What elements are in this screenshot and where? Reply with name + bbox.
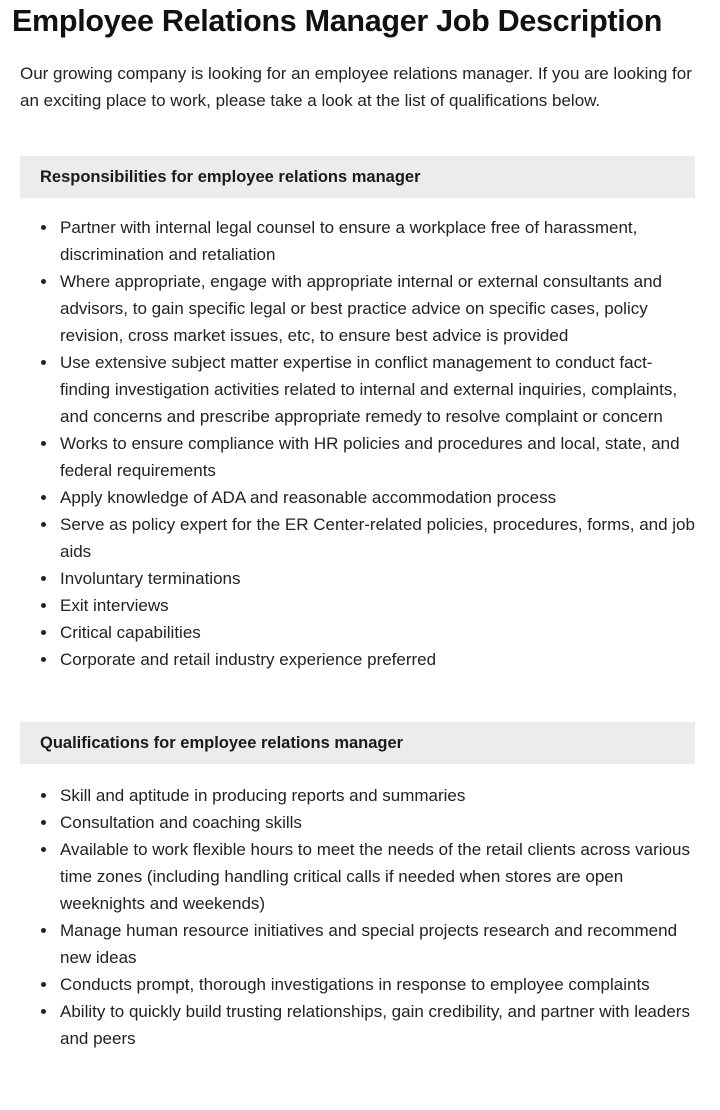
list-item: Serve as policy expert for the ER Center-related policies, procedures, forms, and job aids [20,511,710,565]
bullet-icon [41,1009,46,1014]
list-item: Where appropriate, engage with appropriate internal or external consultants and advisors, to gain specific legal or best practice advice on specific cases, policy revision, cross market issues, etc, to ensure best advice is provided [20,268,710,349]
list-item: Corporate and retail industry experience preferred [20,646,710,673]
list-item: Works to ensure compliance with HR policies and procedures and local, state, and federal requirements [20,430,710,484]
bullet-icon [41,657,46,662]
bullet-icon [41,279,46,284]
list-item: Use extensive subject matter expertise in conflict management to conduct fact-finding investigation activities related to internal and external inquiries, complaints, and concerns and prescribe appropriate remedy to resolve complaint or concern [20,349,710,430]
qualifications-header: Qualifications for employee relations manager [20,722,695,764]
bullet-icon [41,225,46,230]
list-item: Manage human resource initiatives and special projects research and recommend new ideas [20,917,710,971]
list-item: Involuntary terminations [20,565,710,592]
bullet-icon [41,495,46,500]
bullet-icon [41,847,46,852]
responsibilities-list [20,214,710,673]
list-item: Ability to quickly build trusting relationships, gain credibility, and partner with leaders and peers [20,998,710,1052]
bullet-icon [41,441,46,446]
intro-paragraph: Our growing company is looking for an employee relations manager. If you are looking for an exciting place to work, please take a look at the list of qualifications below. [20,64,692,110]
bullet-icon [41,576,46,581]
list-item: Critical capabilities [20,619,710,646]
bullet-icon [41,820,46,825]
page-title: Employee Relations Manager Job Description [12,4,663,38]
list-item: Available to work flexible hours to meet the needs of the retail clients across various time zones (including handling critical calls if needed when stores are open weeknights and weekends) [20,836,710,917]
bullet-icon [41,928,46,933]
bullet-icon [41,793,46,798]
qualifications-list [20,782,710,1052]
bullet-icon [41,603,46,608]
bullet-icon [41,982,46,987]
list-item: Skill and aptitude in producing reports and summaries [20,782,710,809]
list-item: Consultation and coaching skills [20,809,710,836]
bullet-icon [41,630,46,635]
list-item: Conducts prompt, thorough investigations in response to employee complaints [20,971,710,998]
responsibilities-header: Responsibilities for employee relations manager [20,156,695,198]
bullet-icon [41,522,46,527]
list-item: Partner with internal legal counsel to ensure a workplace free of harassment, discrimination and retaliation [20,214,710,268]
bullet-icon [41,360,46,365]
list-item: Apply knowledge of ADA and reasonable accommodation process [20,484,710,511]
list-item: Exit interviews [20,592,710,619]
